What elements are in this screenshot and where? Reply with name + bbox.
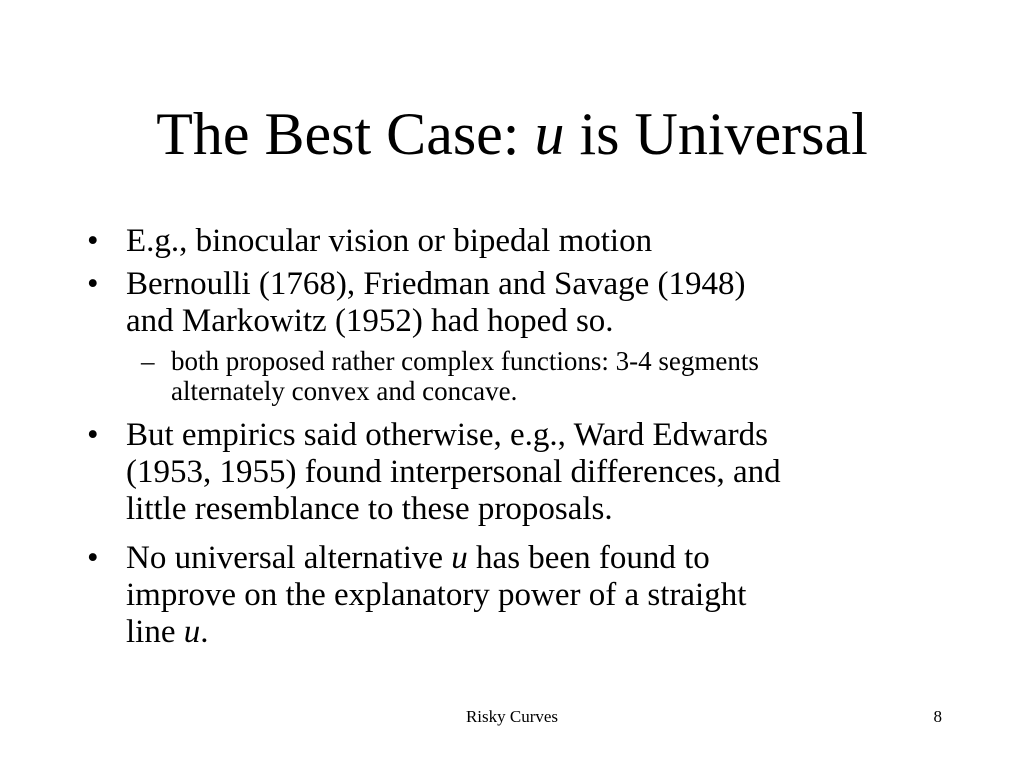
bullet-4-line-2: improve on the explanatory power of a straight	[126, 577, 747, 613]
sub-bullet-marker: –	[141, 346, 155, 376]
bullet-3-line-2: (1953, 1955) found interpersonal differences, and	[126, 454, 781, 490]
title-prefix: The Best Case:	[156, 101, 520, 167]
bullet-4-line-1a: No universal alternative	[126, 540, 444, 576]
bullet-2	[84, 266, 944, 340]
bullet-marker: •	[87, 417, 99, 453]
bullet-2-line-2: and Markowitz (1952) had hoped so.	[126, 303, 614, 339]
bullet-marker: •	[87, 540, 99, 576]
bullet-4	[84, 540, 944, 651]
bullet-marker: •	[87, 266, 99, 302]
bullet-2-line-1: Bernoulli (1768), Friedman and Savage (1948)	[126, 266, 746, 302]
sub-bullet-line-1: both proposed rather complex functions: 3-4 segments	[171, 346, 759, 376]
bullet-3-line-3: little resemblance to these proposals.	[126, 491, 613, 527]
bullet-4-variable-2: u	[183, 614, 201, 650]
bullet-3-line-1: But empirics said otherwise, e.g., Ward Edwards	[126, 417, 768, 453]
bullet-marker: •	[87, 223, 99, 259]
slide-body	[84, 223, 944, 651]
sub-bullet-line-2: alternately convex and concave.	[171, 376, 518, 406]
bullet-1-text: E.g., binocular vision or bipedal motion	[126, 223, 653, 259]
bullet-4-variable: u	[451, 540, 468, 576]
title-suffix: is Universal	[579, 101, 868, 167]
bullet-4-line-3a: line	[126, 614, 176, 650]
bullet-1	[84, 223, 944, 260]
title-variable: u	[534, 101, 565, 167]
footer-title: Risky Curves	[465, 707, 559, 726]
bullet-3	[84, 417, 944, 528]
slide-title	[0, 98, 1024, 170]
page-number: 8	[933, 707, 942, 726]
bullet-4-period: .	[200, 614, 209, 650]
bullet-4-line-1b: has been found to	[476, 540, 710, 576]
sub-bullet-2-1	[84, 346, 944, 406]
